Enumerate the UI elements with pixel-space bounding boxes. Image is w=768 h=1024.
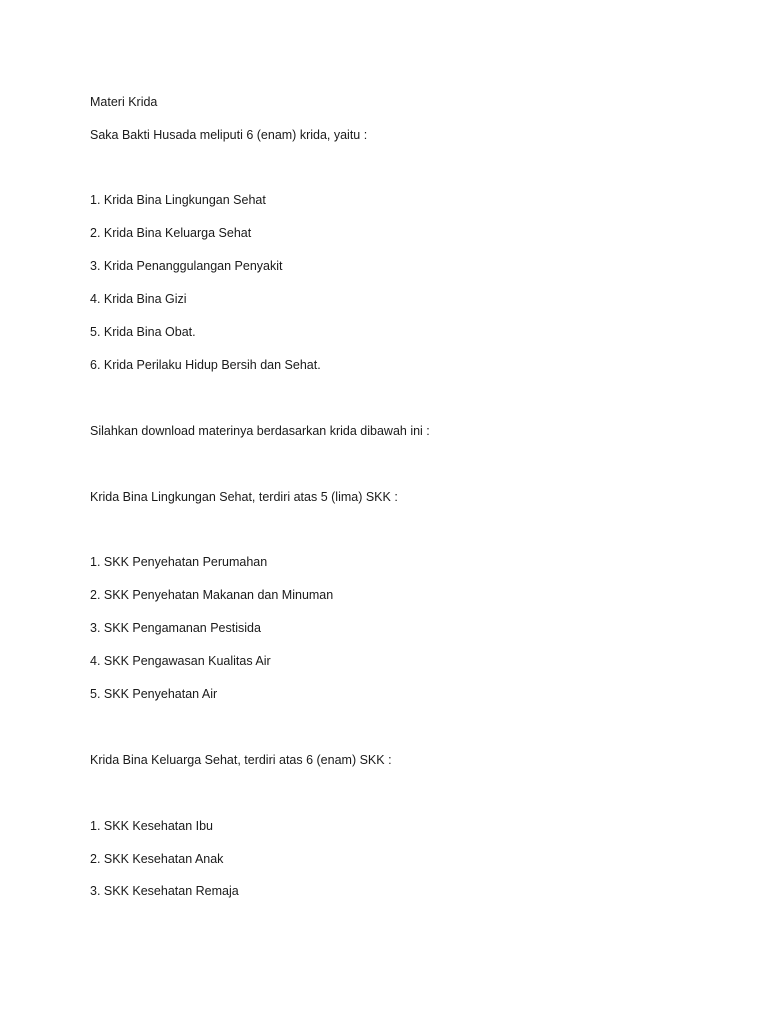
krida-list-item: 5. Krida Bina Obat. [90,325,196,339]
section-heading-lingkungan: Krida Bina Lingkungan Sehat, terdiri atas 5 (lima) SKK : [90,490,398,504]
download-note: Silahkan download materinya berdasarkan krida dibawah ini : [90,424,430,438]
krida-list-item: 6. Krida Perilaku Hidup Bersih dan Sehat. [90,358,321,372]
skk-list-item: 1. SKK Penyehatan Perumahan [90,555,268,569]
krida-list-item: 4. Krida Bina Gizi [90,292,187,306]
skk-list-item: 3. SKK Pengamanan Pestisida [90,621,261,635]
skk-list-item: 5. SKK Penyehatan Air [90,687,218,701]
krida-list-item: 2. Krida Bina Keluarga Sehat [90,226,252,240]
skk-list-item: 4. SKK Pengawasan Kualitas Air [90,654,271,668]
skk-list-item: 2. SKK Kesehatan Anak [90,852,224,866]
skk-list-item: 2. SKK Penyehatan Makanan dan Minuman [90,588,334,602]
skk-list-item: 1. SKK Kesehatan Ibu [90,819,214,833]
section-heading-keluarga: Krida Bina Keluarga Sehat, terdiri atas 6 (enam) SKK : [90,753,392,767]
intro-text: Saka Bakti Husada meliputi 6 (enam) krida, yaitu : [90,128,368,142]
krida-list-item: 3. Krida Penanggulangan Penyakit [90,259,283,273]
document-title: Materi Krida [90,95,158,109]
krida-list-item: 1. Krida Bina Lingkungan Sehat [90,193,266,207]
skk-list-item: 3. SKK Kesehatan Remaja [90,884,239,898]
